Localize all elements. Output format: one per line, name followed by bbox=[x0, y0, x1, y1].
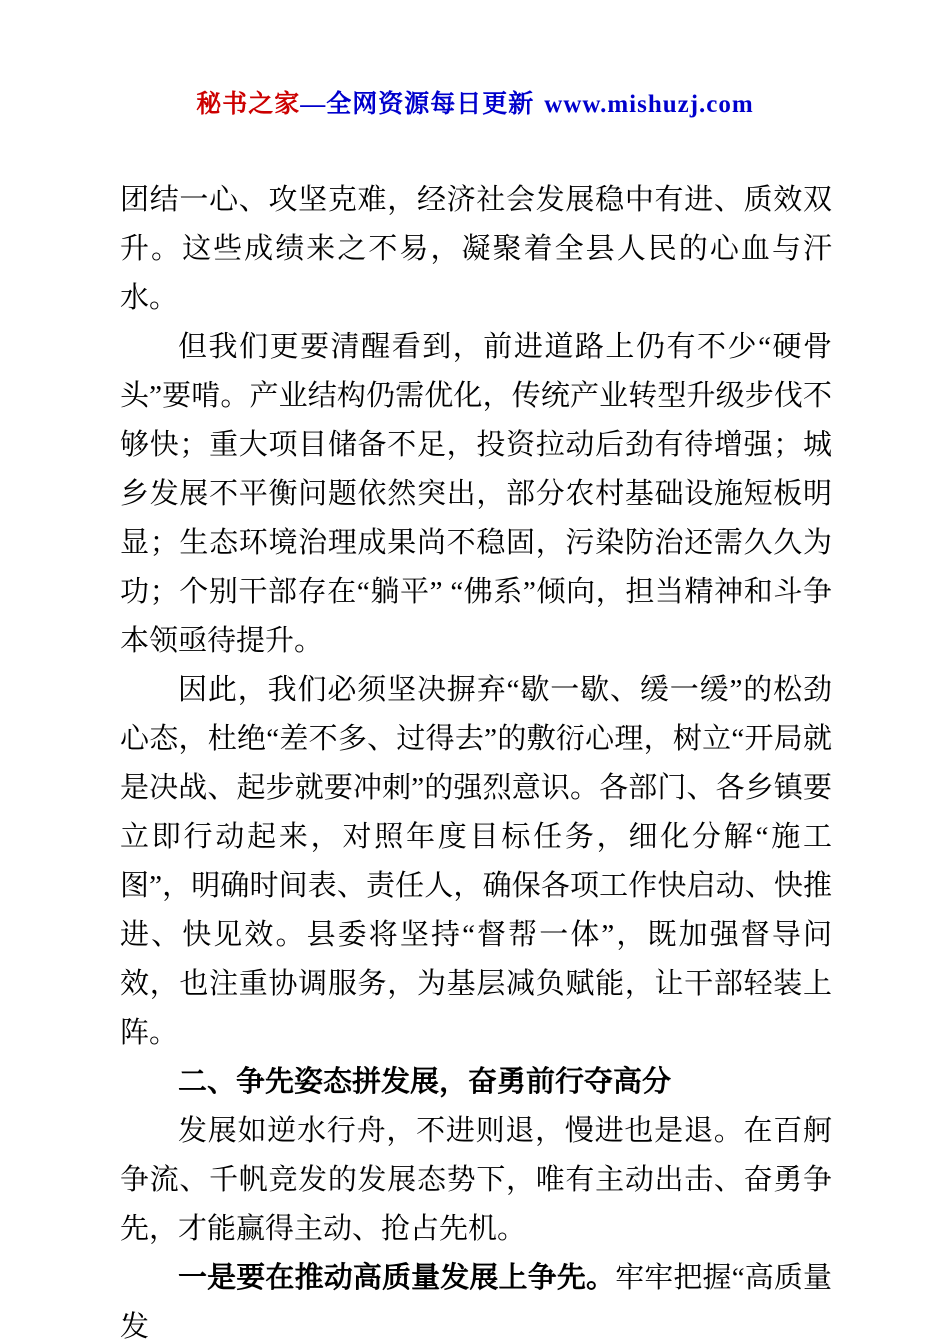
site-header bbox=[0, 0, 950, 120]
paragraph bbox=[120, 1254, 832, 1344]
header-url: www.mishuzj.com bbox=[544, 91, 754, 118]
brand-text: 秘书之家 bbox=[196, 91, 301, 118]
paragraph: 但我们更要清醒看到，前进道路上仍有不少“硬骨头”要啃。产业结构仍需优化，传统产业转型升级步伐不够快；重大项目储备不足，投资拉动后劲有待增强；城乡发展不平衡问题依然突出，部分农村基础设施短板明显；生态环境治理成果尚不稳固，污染防治还需久久为功；个别干部存在“躺平” “佛系”倾向，担当精神和斗争本领亟待提升。 bbox=[120, 331, 832, 657]
paragraph-continuation: 团结一心、攻坚克难，经济社会发展稳中有进、质效双升。这些成绩来之不易，凝聚着全县人民的心血与汗水。 bbox=[120, 184, 832, 314]
header-tagline: 全网资源每日更新 bbox=[326, 91, 535, 118]
header-separator: — bbox=[300, 91, 327, 118]
paragraph: 因此，我们必须坚决摒弃“歇一歇、缓一缓”的松劲心态，杜绝“差不多、过得去”的敷衍心理，树立“开局就是决战、起步就要冲刺”的强烈意识。各部门、各乡镇要立即行动起来，对照年度目标任务，细化分解“施工图”，明确时间表、责任人，确保各项工作快启动、快推进、快见效。县委将坚持“督帮一体”，既加强督导问效，也注重协调服务，为基层减负赋能，让干部轻装上阵。 bbox=[120, 674, 832, 1049]
paragraph-lead-bold: 一是要在推动高质量发展上争先。 bbox=[178, 1262, 616, 1294]
document-body bbox=[120, 176, 832, 1344]
section-heading: 二、争先姿态拼发展，奋勇前行夺高分 bbox=[178, 1066, 672, 1098]
paragraph: 发展如逆水行舟，不进则退，慢进也是退。在百舸争流、千帆竞发的发展态势下，唯有主动出击、奋勇争先，才能赢得主动、抢占先机。 bbox=[120, 1115, 832, 1245]
paragraph-rest: 牢牢把握“高质量发 bbox=[120, 1262, 832, 1343]
